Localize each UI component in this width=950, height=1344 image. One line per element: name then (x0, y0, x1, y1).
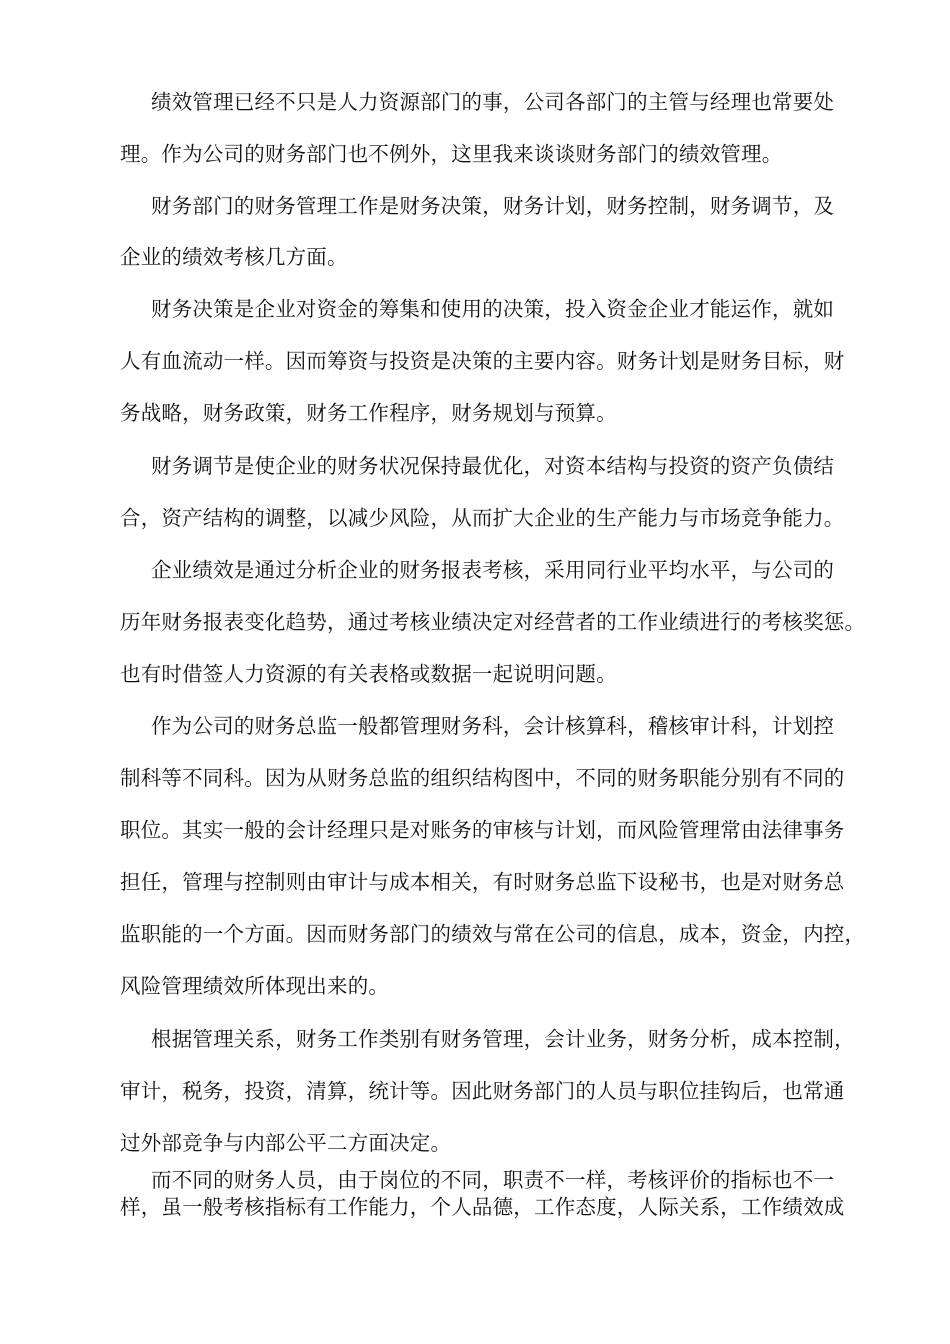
text-line: 监职能的一个方面。因而财务部门的绩效与常在公司的信息，成本，资金，内控， (120, 922, 866, 946)
text-line: 风险管理绩效所体现出来的。 (120, 974, 390, 998)
text-line: 担任，管理与控制则由审计与成本相关，有时财务总监下设秘书，也是对财务总 (120, 870, 845, 894)
text-line: 作为公司的财务总监一般都管理财务科，会计核算科，稽核审计科，计划控 (151, 714, 835, 738)
text-line: 财务调节是使企业的财务状况保持最优化，对资本结构与投资的资产负债结 (151, 454, 835, 478)
text-line: 人有血流动一样。因而筹资与投资是决策的主要内容。财务计划是财务目标，财 (120, 349, 845, 373)
text-line: 历年财务报表变化趋势，通过考核业绩决定对经营者的工作业绩进行的考核奖惩。 (120, 610, 866, 634)
text-line: 财务决策是企业对资金的筹集和使用的决策，投入资金企业才能运作，就如 (151, 297, 835, 321)
text-line: 合，资产结构的调整，以减少风险，从而扩大企业的生产能力与市场竞争能力。 (120, 506, 845, 530)
text-line: 而不同的财务人员，由于岗位的不同，职责不一样，考核评价的指标也不一 (151, 1168, 835, 1192)
text-line: 过外部竞争与内部公平二方面决定。 (120, 1131, 452, 1155)
text-line: 也有时借签人力资源的有关表格或数据一起说明问题。 (120, 662, 617, 686)
text-line: 财务部门的财务管理工作是财务决策，财务计划，财务控制，财务调节，及 (151, 194, 835, 218)
text-line: 务战略，财务政策，财务工作程序，财务规划与预算。 (120, 401, 617, 425)
text-line: 理。作为公司的财务部门也不例外，这里我来谈谈财务部门的绩效管理。 (120, 142, 783, 166)
text-line: 绩效管理已经不只是人力资源部门的事，公司各部门的主管与经理也常要处 (151, 90, 835, 114)
text-line: 企业绩效是通过分析企业的财务报表考核，采用同行业平均水平，与公司的 (151, 558, 835, 582)
text-line: 根据管理关系，财务工作类别有财务管理，会计业务，财务分析，成本控制， (151, 1027, 855, 1051)
text-line: 样，虽一般考核指标有工作能力，个人品德，工作态度，人际关系，工作绩效成 (120, 1195, 845, 1219)
text-line: 企业的绩效考核几方面。 (120, 245, 348, 269)
text-line: 职位。其实一般的会计经理只是对账务的审核与计划，而风险管理常由法律事务 (120, 818, 845, 842)
text-line: 制科等不同科。因为从财务总监的组织结构图中，不同的财务职能分别有不同的 (120, 766, 845, 790)
text-line: 审计，税务，投资，清算，统计等。因此财务部门的人员与职位挂钩后，也常通 (120, 1079, 845, 1103)
